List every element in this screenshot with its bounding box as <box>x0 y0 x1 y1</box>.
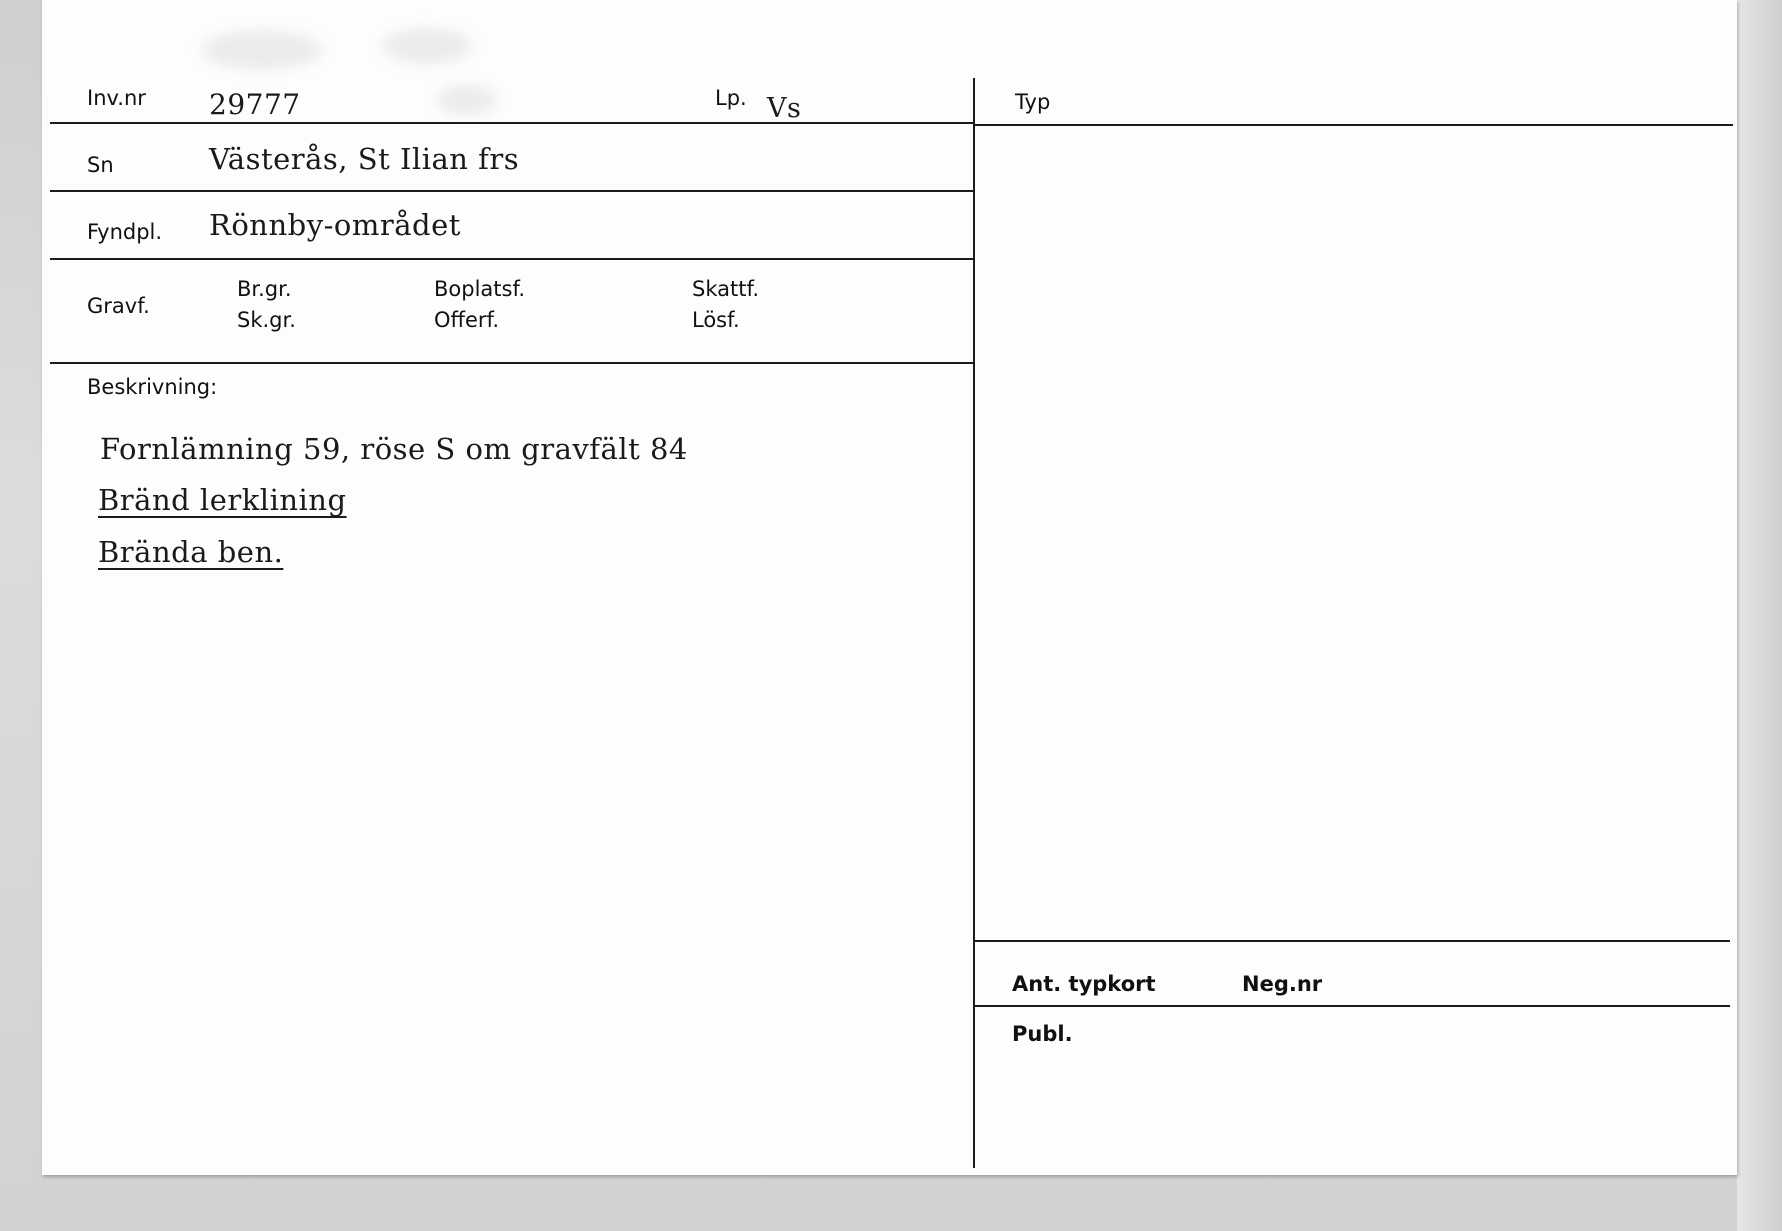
gravf-boplatsf: Boplatsf. <box>434 277 526 301</box>
rule-typ <box>975 124 1733 126</box>
sn-value: Västerås, St Ilian frs <box>209 142 520 176</box>
neg-nr-label: Neg.nr <box>1242 972 1323 996</box>
gravf-skattf: Skattf. <box>692 277 759 301</box>
beskrivning-label: Beskrivning: <box>87 375 218 399</box>
inv-nr-label: Inv.nr <box>87 86 146 110</box>
beskrivning-line-1: Fornlämning 59, röse S om gravfält 84 <box>100 432 688 466</box>
scan-edge <box>1737 0 1782 1231</box>
rule-neg-nr <box>975 1005 1730 1007</box>
rule-gravf <box>50 362 975 364</box>
inv-nr-value: 29777 <box>209 88 301 121</box>
gravf-sk-gr: Sk.gr. <box>237 308 296 332</box>
gravf-losf: Lösf. <box>692 308 740 332</box>
lp-value: Vs <box>767 93 802 124</box>
catalog-card <box>42 0 1737 1175</box>
rule-ant-typkort-top <box>975 940 1730 942</box>
typ-label: Typ <box>1015 90 1051 114</box>
gravf-offerf: Offerf. <box>434 308 500 332</box>
ant-typkort-label: Ant. typkort <box>1012 972 1156 996</box>
sn-label: Sn <box>87 153 114 177</box>
smudge <box>382 28 472 64</box>
smudge <box>437 85 497 115</box>
gravf-label: Gravf. <box>87 294 150 318</box>
gravf-br-gr: Br.gr. <box>237 277 292 301</box>
beskrivning-line-2: Bränd lerklining <box>98 483 347 517</box>
publ-label: Publ. <box>1012 1022 1073 1046</box>
lp-label: Lp. <box>715 86 747 110</box>
smudge <box>202 30 322 70</box>
rule-inv <box>50 122 975 124</box>
rule-sn <box>50 190 975 192</box>
rule-fyndpl <box>50 258 975 260</box>
fyndpl-value: Rönnby-området <box>209 208 461 242</box>
beskrivning-line-3: Brända ben. <box>98 535 284 569</box>
fyndpl-label: Fyndpl. <box>87 220 163 244</box>
